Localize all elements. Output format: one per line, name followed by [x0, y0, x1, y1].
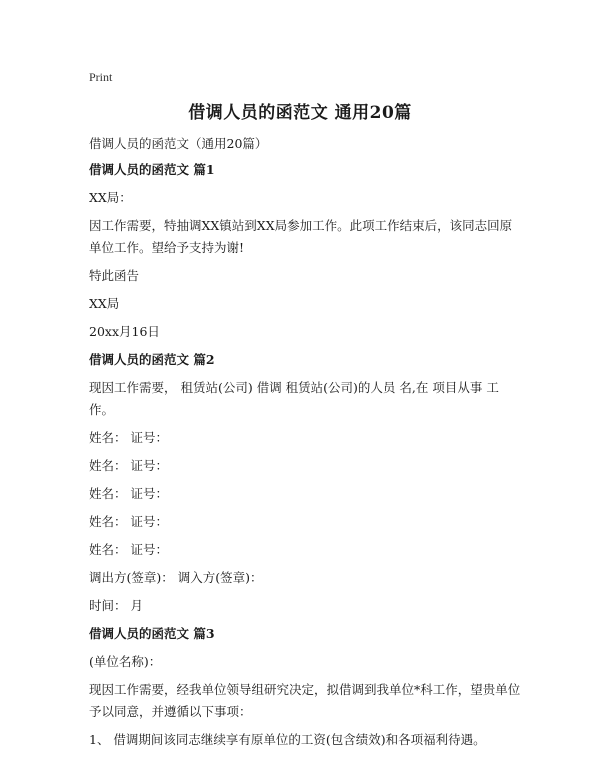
section-heading: 借调人员的函范文 篇2	[89, 352, 215, 367]
paragraph: (单位名称)：	[89, 654, 162, 669]
paragraph: 姓名： 证号：	[89, 430, 168, 445]
paragraph: 因工作需要，特抽调XX镇站到XX局参加工作。此项工作结束后，该同志回原单位工作。望给予支持为谢!	[89, 218, 513, 255]
paragraph: 时间： 月	[89, 598, 143, 613]
paragraph: 调出方(签章)： 调入方(签章)：	[89, 570, 263, 585]
paragraph: 特此函告	[89, 268, 140, 283]
document-body	[89, 133, 521, 757]
print-label: Print	[89, 70, 113, 84]
section-heading: 借调人员的函范文 篇1	[89, 162, 215, 177]
section-heading: 借调人员的函范文 篇3	[89, 626, 215, 641]
paragraph: 现因工作需要， 租赁站(公司) 借调 租赁站(公司)的人员 名,在 项目从事 工作。	[89, 380, 499, 417]
paragraph: XX局：	[89, 190, 132, 205]
paragraph: 姓名： 证号：	[89, 514, 168, 529]
paragraph: XX局	[89, 296, 120, 311]
paragraph: 姓名： 证号：	[89, 542, 168, 557]
document-subtitle: 借调人员的函范文（通用20篇）	[89, 136, 268, 151]
document-title: 借调人员的函范文 通用20篇	[188, 103, 412, 123]
paragraph: 1、 借调期间该同志继续享有原单位的工资(包含绩效)和各项福利待遇。	[89, 732, 486, 747]
paragraph: 姓名： 证号：	[89, 486, 168, 501]
paragraph: 姓名： 证号：	[89, 458, 168, 473]
paragraph: 20xx月16日	[89, 324, 160, 339]
paragraph: 现因工作需要，经我单位领导组研究决定，拟借调到我单位*科工作，望贵单位予以同意，并遵循以下事项：	[89, 682, 521, 719]
